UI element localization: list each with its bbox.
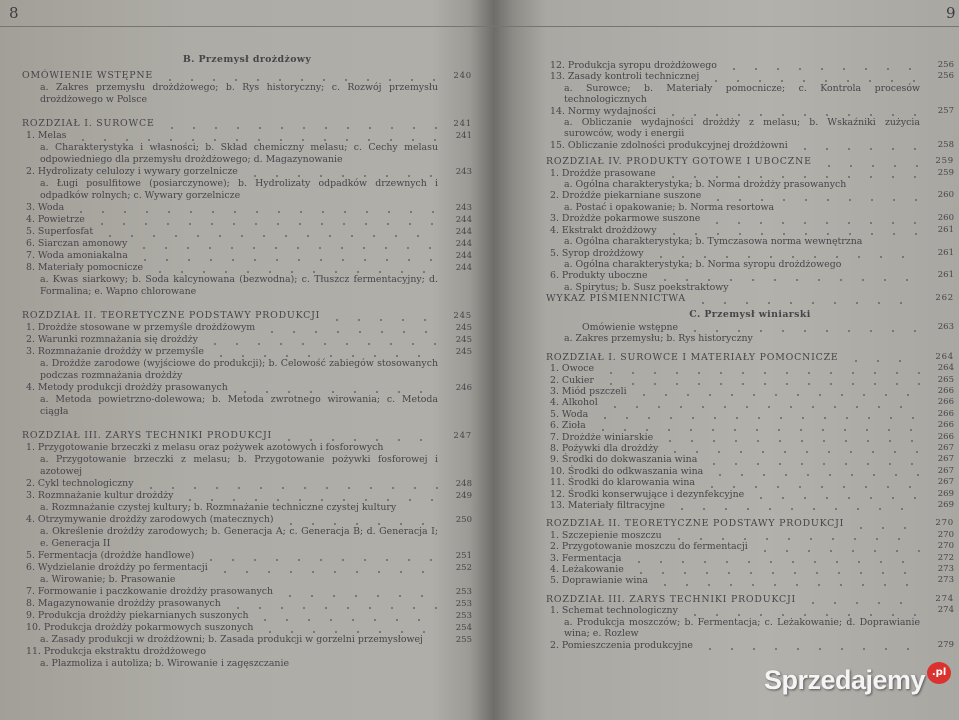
- toc-entry-label: 13. Zasady kontroli technicznej: [550, 71, 700, 83]
- toc-page-number: 256: [937, 71, 954, 82]
- toc-entry-label: 1. Przygotowanie brzeczki z melasu oraz pożywek azotowych i fosforowych: [26, 442, 384, 453]
- toc-entry-label: 14. Normy wydajności: [550, 105, 656, 117]
- toc-entry-label: 1. Szczepienie moszczu: [550, 529, 662, 541]
- toc-page-number: 244: [455, 215, 472, 225]
- toc-item: [22, 490, 472, 502]
- toc-item: [546, 489, 954, 500]
- toc-entry-label: 6. Siarczan amonowy: [26, 238, 128, 249]
- toc-entry-label: ROZDZIAŁ II. TEORETYCZNE PODSTAWY PRODUKCJI: [546, 518, 845, 530]
- toc-subentry: a. Produkcja moszczów; b. Fermentacja; c. Leżakowanie; d. Doprawianie wina; e. Rozlew: [564, 616, 920, 640]
- dot-leader: [671, 502, 920, 511]
- toc-chapter: [546, 594, 954, 605]
- dot-leader: [850, 521, 920, 530]
- toc-item: [546, 640, 954, 651]
- toc-item: [22, 646, 472, 658]
- toc-entry-label: 6. Zioła: [550, 420, 586, 432]
- toc-page-number: 241: [455, 131, 472, 141]
- dot-leader: [234, 385, 438, 394]
- toc-chapter: [22, 118, 472, 130]
- left-page-number: 8: [9, 4, 19, 22]
- toc-entry-label: 4. Metody produkcji drożdży prasowanych: [26, 382, 228, 393]
- dot-leader: [204, 337, 438, 346]
- dot-leader: [161, 121, 438, 130]
- toc-entry-label: 4. Otrzymywanie drożdży zarodowych (matecznych): [26, 514, 274, 525]
- toc-item: [546, 605, 954, 616]
- toc-entry-label: WYKAZ PIŚMIENNICTWA: [546, 293, 686, 305]
- toc-page-number: 250: [455, 515, 472, 525]
- toc-entry-label: 2. Cykl technologiczny: [26, 478, 134, 489]
- toc-item: [546, 248, 954, 259]
- toc-entry-label: 4. Ekstrakt drożdżowy: [550, 224, 657, 236]
- toc-page-number: 261: [937, 270, 954, 281]
- toc-subentry: a. Rozmnażanie czystej kultury; b. Rozmnażanie techniczne czystej kultury: [40, 502, 397, 513]
- toc-item: [22, 214, 472, 226]
- toc-page-number: 267: [937, 477, 954, 488]
- toc-page-number: 273: [937, 575, 954, 586]
- toc-page-number: 270: [937, 541, 954, 552]
- dot-leader: [684, 608, 920, 617]
- toc-subentry: a. Drożdże zarodowe (wyjściowe do produkcji); b. Celowość zabiegów stosowanych podczas rozmnażania drożdży: [40, 358, 438, 381]
- toc-page-number: 266: [937, 397, 954, 408]
- toc-entry-label: 3. Woda: [26, 202, 65, 213]
- dot-leader: [133, 241, 438, 250]
- toc-page-number: 244: [455, 263, 472, 273]
- toc-item: [546, 225, 954, 236]
- toc-item: [546, 409, 954, 420]
- toc-item: [546, 322, 954, 333]
- dot-leader: [802, 596, 920, 605]
- toc-entry-label: 3. Rozmnażanie drożdży w przemyśle: [26, 346, 204, 357]
- dot-leader: [280, 517, 438, 526]
- toc-page-number: 240: [453, 71, 472, 81]
- toc-entry-label: 1. Schemat technologiczny: [550, 605, 678, 617]
- toc-item: [22, 478, 472, 490]
- right-page-toc: [546, 60, 954, 651]
- toc-subentry: a. Metoda powietrzno-dolewowa; b. Metoda zwrotnego wirowania; c. Metoda ciągła: [40, 394, 438, 417]
- dot-leader: [707, 193, 920, 202]
- toc-item: [22, 334, 472, 346]
- toc-page-number: 243: [455, 167, 472, 177]
- toc-entry-label: 5. Doprawianie wina: [550, 575, 648, 587]
- toc-item: [546, 386, 954, 397]
- dot-leader: [633, 388, 920, 397]
- toc-subentry-text: a. Zasady produkcji w drożdżowni; b. Zasada produkcji w gorzelni przemysłowej: [40, 634, 423, 645]
- toc-item: [546, 168, 954, 179]
- toc-item: [22, 226, 472, 238]
- toc-item: [546, 375, 954, 386]
- toc-page-number: 253: [455, 599, 472, 609]
- dot-leader: [845, 354, 920, 363]
- toc-subentry: a. Charakterystyka i własności; b. Skład chemiczny melasu; c. Cechy melasu odpowiedniego dla przemysłu drożdżowego; d. Magazynowanie: [40, 142, 438, 165]
- toc-entry-label: 3. Miód pszczeli: [550, 385, 627, 397]
- toc-subentry: a. Ogólna charakterystyka; b. Norma drożdży prasowanych: [564, 179, 847, 191]
- toc-page-number: 270: [935, 518, 954, 529]
- toc-item: [546, 60, 954, 71]
- watermark-badge: .pl: [927, 662, 951, 684]
- toc-entry-label: 11. Środki do klarowania wina: [550, 477, 695, 489]
- toc-page-number: 274: [935, 593, 954, 604]
- toc-entry-label: ROZDZIAŁ III. ZARYS TECHNIKI PRODUKCJI: [22, 430, 273, 441]
- toc-page-number: 245: [455, 335, 472, 345]
- toc-entry-label: 7. Formowanie i paczkowanie drożdży prasowanych: [26, 586, 274, 597]
- toc-page-number: 251: [455, 551, 472, 561]
- toc-page-number: 246: [455, 383, 472, 393]
- toc-chapter: [546, 293, 954, 304]
- toc-entry-label: 5. Syrop drożdżowy: [550, 247, 644, 259]
- toc-entry-label: ROZDZIAŁ IV. PRODUKTY GOTOWE I UBOCZNE: [546, 156, 812, 168]
- dot-leader: [684, 324, 920, 333]
- dot-leader: [659, 434, 920, 443]
- toc-entry-label: 2. Drożdże piekarniane suszone: [550, 190, 702, 202]
- toc-subentry: a. Ługi posulfitowe (posiarczynowe); b. Hydrolizaty odpadków drzewnych i odpadków rolnych; c. Wywary gorzelnicze: [40, 178, 438, 201]
- toc-page-number: 258: [937, 139, 954, 150]
- toc-entry-label: ROZDZIAŁ II. TEORETYCZNE PODSTAWY PRODUKCJI: [22, 310, 321, 321]
- toc-item: [22, 598, 472, 610]
- toc-entry-label: 8. Materiały pomocnicze: [26, 262, 144, 273]
- toc-entry-label: 3. Fermentacja: [550, 552, 622, 564]
- dot-leader: [279, 589, 438, 598]
- toc-entry-label: 2. Warunki rozmnażania się drożdży: [26, 334, 198, 345]
- toc-page-number: 255: [455, 635, 472, 645]
- toc-page-number: 269: [937, 488, 954, 499]
- toc-entry-label: 7. Drożdże winiarskie: [550, 431, 654, 443]
- toc-entry-label: 4. Leżakowanie: [550, 564, 624, 576]
- toc-item: [546, 553, 954, 564]
- toc-item: [546, 575, 954, 586]
- toc-page-number: 254: [455, 623, 472, 633]
- dot-leader: [72, 133, 438, 142]
- dot-leader: [654, 578, 920, 587]
- toc-item: [22, 250, 472, 262]
- dot-leader: [794, 142, 920, 151]
- toc-subentry: a. Określenie drożdży zarodowych; b. Generacja A; c. Generacja B; d. Generacja I; e. Generacja II: [40, 526, 438, 549]
- toc-item: [22, 382, 472, 394]
- toc-item: [546, 190, 954, 201]
- toc-entry-label: 12. Produkcja syropu drożdżowego: [550, 60, 717, 71]
- toc-entry-label: 10. Produkcja drożdży pokarmowych suszonych: [26, 622, 254, 633]
- toc-entry-label: 15. Obliczanie zdolności produkcyjnej drożdżowni: [550, 139, 788, 151]
- toc-page-number: 243: [455, 203, 472, 213]
- dot-leader: [662, 170, 920, 179]
- toc-item: [546, 466, 954, 477]
- dot-leader: [664, 445, 920, 454]
- toc-entry-label: 6. Produkty uboczne: [550, 270, 648, 282]
- toc-entry-label: 1. Melas: [26, 130, 67, 141]
- dot-leader: [600, 377, 920, 386]
- toc-page-number: 248: [455, 479, 472, 489]
- dot-leader: [159, 73, 438, 82]
- toc-page-number: 266: [937, 431, 954, 442]
- toc-entry-label: 1. Drożdże stosowane w przemyśle drożdżowym: [26, 322, 256, 333]
- dot-leader: [750, 491, 920, 500]
- toc-item: [546, 397, 954, 408]
- toc-chapter: [22, 70, 472, 82]
- toc-item: [22, 262, 472, 274]
- toc-page-number: 249: [455, 491, 472, 501]
- toc-chapter: [546, 352, 954, 363]
- dot-leader: [140, 481, 438, 490]
- watermark: [764, 664, 951, 696]
- toc-entry-label: 2. Pomieszczenia produkcyjne: [550, 639, 693, 651]
- toc-entry-label: 1. Drożdże prasowane: [550, 167, 656, 179]
- toc-entry-label: ROZDZIAŁ III. ZARYS TECHNIKI PRODUKCJI: [546, 593, 797, 605]
- toc-page-number: 241: [453, 119, 472, 129]
- dot-leader: [594, 411, 920, 420]
- dot-leader: [200, 553, 438, 562]
- dot-leader: [149, 265, 438, 274]
- toc-entry-label: 7. Woda amoniakalna: [26, 250, 128, 261]
- toc-item: [22, 346, 472, 358]
- toc-entry-label: 5. Fermentacja (drożdże handlowe): [26, 550, 195, 561]
- toc-page-number: 273: [937, 564, 954, 575]
- toc-subentry: [22, 634, 472, 646]
- toc-item: [546, 71, 954, 82]
- toc-entry-label: 3. Rozmnażanie kultur drożdży: [26, 490, 174, 501]
- dot-leader: [709, 468, 920, 477]
- toc-page-number: 266: [937, 385, 954, 396]
- toc-page-number: 261: [937, 247, 954, 258]
- toc-item: [22, 238, 472, 250]
- toc-item: [546, 500, 954, 511]
- dot-leader: [699, 642, 920, 651]
- toc-subentry: a. Ogólna charakterystyka; b. Tymczasowa norma wewnętrzna: [564, 236, 863, 248]
- toc-item: [546, 140, 954, 151]
- toc-item: [22, 622, 472, 634]
- toc-page-number: 262: [935, 293, 954, 304]
- dot-leader: [723, 62, 920, 71]
- dot-leader: [210, 349, 438, 358]
- toc-page-number: 252: [455, 563, 472, 573]
- toc-entry-label: 9. Środki do dokwaszania wina: [550, 454, 698, 466]
- toc-item: [546, 530, 954, 541]
- toc-item: [546, 432, 954, 443]
- toc-item: [546, 270, 954, 281]
- dot-leader: [99, 229, 438, 238]
- dot-leader: [212, 649, 438, 658]
- toc-entry-label: 5. Superfosfat: [26, 226, 94, 237]
- toc-entry-label: ROZDZIAŁ I. SUROWCE: [22, 118, 155, 129]
- toc-subentry: a. Plazmoliza i autoliza; b. Wirowanie i zagęszczanie: [40, 658, 290, 669]
- toc-item: [22, 610, 472, 622]
- toc-page-number: 279: [937, 639, 954, 650]
- dot-leader: [662, 108, 920, 117]
- dot-leader: [754, 544, 920, 553]
- toc-page-number: 265: [937, 374, 954, 385]
- toc-page-number: 264: [935, 351, 954, 362]
- toc-page-number: 261: [937, 224, 954, 235]
- toc-page-number: 244: [455, 227, 472, 237]
- left-page-toc: [22, 54, 472, 670]
- dot-leader: [703, 457, 920, 466]
- toc-item: [546, 477, 954, 488]
- dot-leader: [179, 493, 438, 502]
- watermark-logo: Sprzedajemy: [764, 665, 926, 695]
- toc-item: [22, 562, 472, 574]
- toc-page-number: 247: [453, 431, 472, 441]
- toc-entry-label: 12. Środki konserwujące i dezynfekcyjne: [550, 488, 745, 500]
- dot-leader: [227, 601, 438, 610]
- toc-page-number: 267: [937, 443, 954, 453]
- toc-item: [546, 564, 954, 575]
- toc-entry-label: OMÓWIENIE WSTĘPNE: [22, 70, 153, 81]
- toc-page-number: 253: [455, 587, 472, 597]
- toc-subentry: a. Ogólna charakterystyka; b. Norma syropu drożdżowego: [564, 258, 842, 270]
- dot-leader: [214, 565, 438, 574]
- toc-chapter: [22, 430, 472, 442]
- toc-page-number: 260: [937, 213, 954, 224]
- toc-entry-label: 3. Drożdże pokarmowe suszone: [550, 213, 701, 225]
- toc-entry-label: 2. Hydrolizaty celulozy i wywary gorzelnicze: [26, 166, 238, 177]
- dot-leader: [259, 625, 438, 634]
- dot-leader: [654, 273, 920, 282]
- section-title: C. Przemysł winiarski: [689, 308, 811, 320]
- dot-leader: [705, 74, 920, 83]
- dot-leader: [650, 250, 920, 259]
- toc-subentry: a. Kwas siarkowy; b. Soda kalcynowana (bezwodna); c. Tłuszcz fermentacyjny; d. Formalina; e. Wapno chlorowane: [40, 274, 438, 297]
- dot-leader: [630, 566, 920, 575]
- dot-leader: [668, 532, 920, 541]
- toc-item: [22, 442, 472, 454]
- dot-leader: [604, 400, 920, 409]
- toc-page-number: 269: [937, 500, 954, 511]
- toc-page-number: 260: [937, 190, 954, 201]
- toc-item: [546, 454, 954, 465]
- dot-leader: [261, 325, 438, 334]
- dot-leader: [628, 555, 920, 564]
- toc-subentry: a. Postać i opakowanie; b. Norma resortowa: [564, 201, 775, 213]
- toc-item: [22, 586, 472, 598]
- toc-item: [546, 363, 954, 374]
- dot-leader: [818, 159, 920, 168]
- toc-chapter: [546, 156, 954, 167]
- toc-item: [546, 443, 954, 454]
- dot-leader: [389, 445, 438, 454]
- toc-entry-label: ROZDZIAŁ I. SUROWCE I MATERIAŁY POMOCNICZE: [546, 351, 839, 363]
- toc-page-number: 244: [455, 239, 472, 249]
- toc-subentry: a. Zakres przemysłu; b. Rys historyczny: [564, 333, 753, 345]
- dot-leader: [600, 366, 920, 375]
- toc-chapter: [546, 518, 954, 529]
- toc-entry-label: Omówienie wstępne: [582, 321, 679, 333]
- toc-page-number: 266: [937, 420, 954, 431]
- toc-entry-label: 1. Owoce: [550, 363, 595, 375]
- toc-item: [546, 420, 954, 431]
- toc-entry-label: 8. Magazynowanie drożdży prasowanych: [26, 598, 221, 609]
- section-title: B. Przemysł drożdżowy: [182, 54, 312, 65]
- dot-leader: [244, 169, 438, 178]
- toc-page-number: 245: [455, 323, 472, 333]
- toc-entry-label: 2. Przygotowanie moszczu do fermentacji: [550, 541, 748, 553]
- toc-page-number: 244: [455, 251, 472, 261]
- toc-page-number: 259: [935, 156, 954, 167]
- toc-page-number: 256: [937, 60, 954, 70]
- toc-entry-label: 5. Woda: [550, 408, 589, 420]
- dot-leader: [278, 433, 438, 442]
- toc-entry-label: 2. Cukier: [550, 374, 594, 386]
- toc-entry-label: 13. Materiały filtracyjne: [550, 500, 665, 512]
- dot-leader: [91, 217, 438, 226]
- right-page-number: 9: [946, 4, 956, 22]
- dot-leader: [592, 423, 920, 432]
- dot-leader: [692, 296, 920, 305]
- toc-page-number: 267: [937, 465, 954, 476]
- toc-item: [22, 130, 472, 142]
- toc-item: [22, 202, 472, 214]
- toc-page-number: 264: [937, 363, 954, 374]
- toc-subentry: a. Surowce; b. Materiały pomocnicze; c. Kontrola procesów technologicznych: [564, 82, 920, 106]
- toc-page-number: 259: [937, 167, 954, 178]
- toc-subentry: a. Wirowanie; b. Prasowanie: [40, 574, 176, 585]
- toc-chapter: [22, 310, 472, 322]
- toc-entry-label: 6. Wydzielanie drożdży po fermentacji: [26, 562, 208, 573]
- toc-entry-label: 4. Powietrze: [26, 214, 85, 225]
- toc-subentry: a. Zakres przemysłu drożdżowego; b. Rys historyczny; c. Rozwój przemysłu drożdżowego w Polsce: [40, 82, 438, 105]
- toc-entry-label: 8. Pożywki dla drożdży: [550, 443, 659, 454]
- toc-page-number: 253: [455, 611, 472, 621]
- toc-item: [546, 106, 954, 117]
- dot-leader: [663, 227, 921, 236]
- toc-entry-label: 10. Środki do odkwaszania wina: [550, 465, 704, 477]
- toc-page-number: 245: [455, 347, 472, 357]
- toc-page-number: 257: [937, 105, 954, 116]
- toc-item: [22, 514, 472, 526]
- toc-page-number: 266: [937, 408, 954, 419]
- toc-item: [22, 322, 472, 334]
- toc-item: [22, 166, 472, 178]
- toc-entry-label: 4. Alkohol: [550, 397, 598, 409]
- toc-page-number: 267: [937, 454, 954, 465]
- toc-subentry: a. Spirytus; b. Susz poekstraktowy: [564, 281, 729, 293]
- toc-page-number: 270: [937, 529, 954, 540]
- toc-page-number: 272: [937, 552, 954, 563]
- page-header-rule: [0, 26, 959, 27]
- dot-leader: [70, 205, 438, 214]
- toc-page-number: 263: [937, 321, 954, 332]
- toc-page-number: 274: [937, 605, 954, 616]
- dot-leader: [701, 480, 920, 489]
- toc-item: [546, 541, 954, 552]
- toc-entry-label: 11. Produkcja ekstraktu drożdżowego: [26, 646, 206, 657]
- toc-item: [546, 213, 954, 224]
- toc-subentry: a. Przygotowanie brzeczki z melasu; b. Przygotowanie pożywki fosforowej i azotowej: [40, 454, 438, 477]
- toc-subentry: a. Obliczanie wydajności drożdży z melasu; b. Wskaźniki zużycia surowców, wody i energii: [564, 117, 920, 140]
- toc-page-number: 245: [453, 311, 472, 321]
- toc-entry-label: 9. Produkcja drożdży piekarnianych suszonych: [26, 610, 249, 621]
- dot-leader: [134, 253, 438, 262]
- dot-leader: [326, 313, 438, 322]
- toc-item: [22, 550, 472, 562]
- dot-leader: [254, 613, 438, 622]
- dot-leader: [706, 216, 920, 225]
